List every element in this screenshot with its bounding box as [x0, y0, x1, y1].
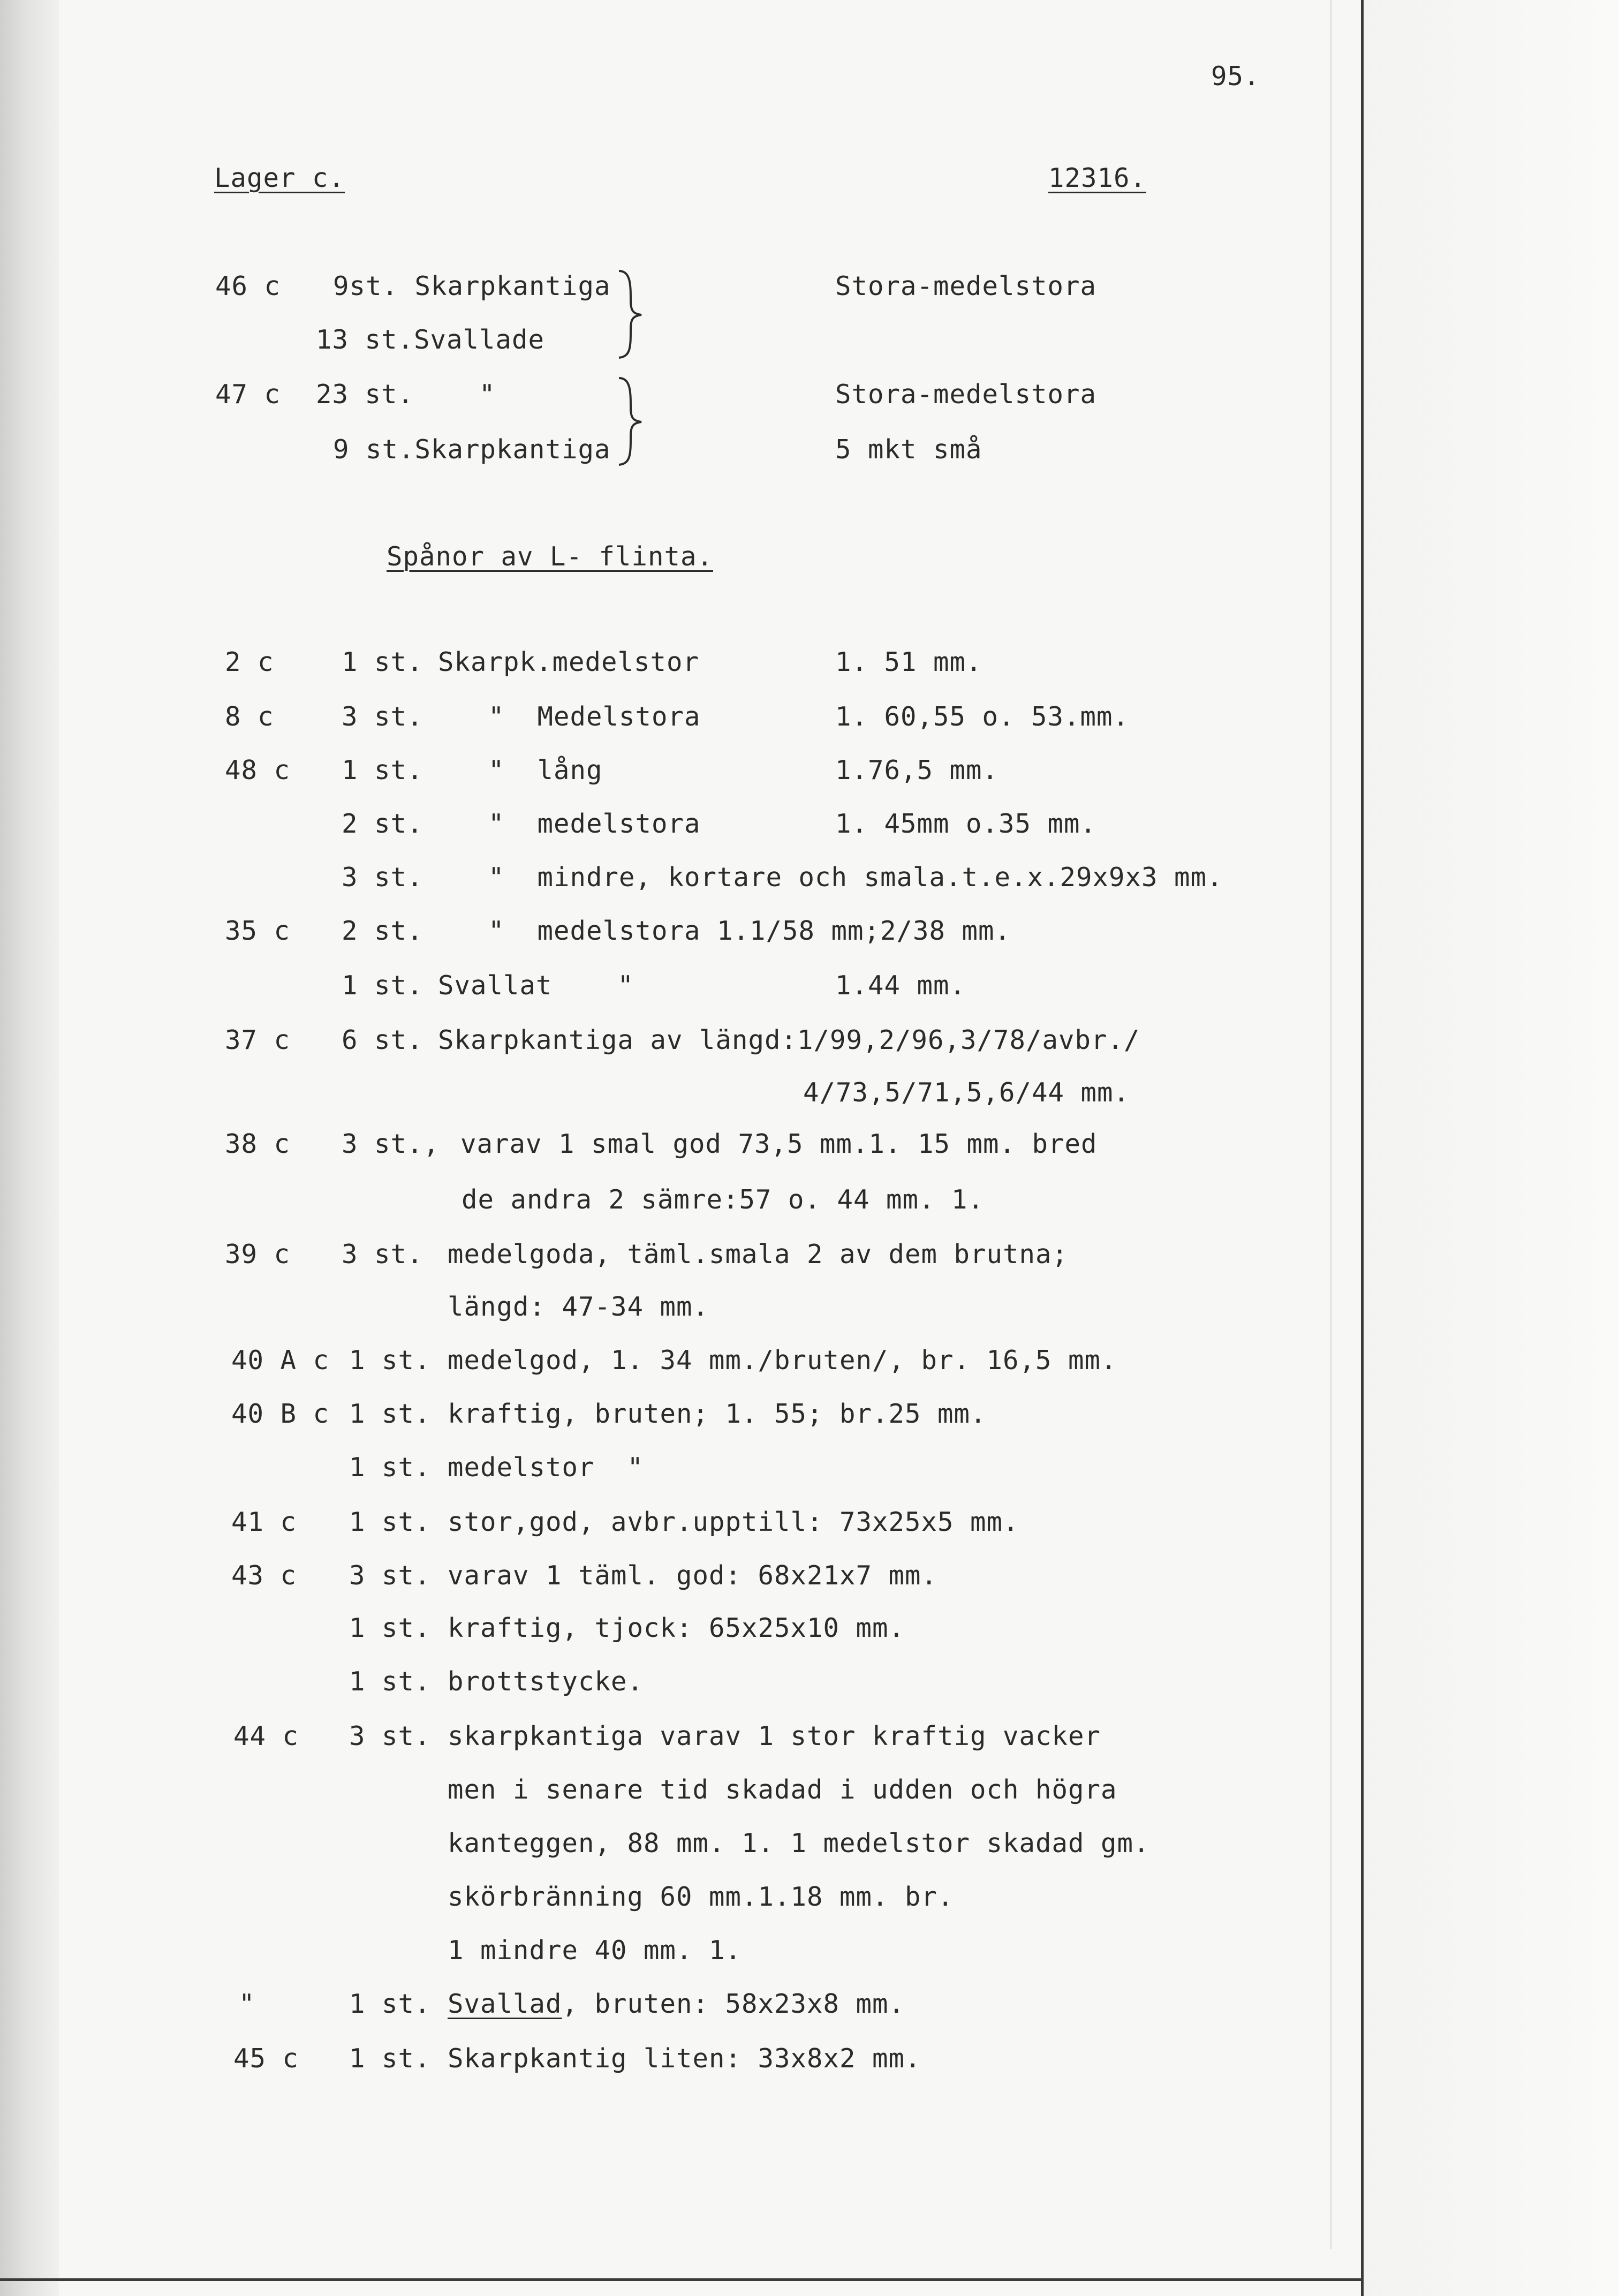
entry-text: medelgoda, täml.smala 2 av dem brutna;	[448, 1239, 1069, 1270]
entry-measure: 1. 51 mm.	[835, 647, 982, 677]
entry-count: 1 st.	[349, 1666, 431, 1697]
entry-text: skörbränning 60 mm.1.18 mm. br.	[448, 1882, 954, 1912]
entry-text: varav 1 täml. god: 68x21x7 mm.	[448, 1560, 938, 1591]
entry-text: " medelstora 1.1/58 mm;2/38 mm.	[488, 916, 1011, 946]
entry-count: 1 st.	[342, 970, 423, 1001]
entry-text: Skarpk.medelstor	[438, 647, 700, 677]
entry-text: 23 st. "	[316, 379, 496, 410]
scan-margin-right	[1364, 0, 1619, 2296]
entry-text-rest: , bruten: 58x23x8 mm.	[562, 1989, 905, 2019]
entry-number: 35 c	[225, 916, 291, 946]
entry-count: 2 st.	[342, 916, 423, 946]
page-edge-bottom	[0, 2278, 1363, 2281]
entry-text: " Medelstora	[488, 701, 701, 732]
size-note: 5 mkt små	[835, 434, 982, 465]
entry-text: Skarpkantiga av längd:1/99,2/96,3/78/avbr./	[438, 1025, 1140, 1055]
entry-count: 1 st.	[349, 1452, 431, 1483]
entry-text: varav 1 smal god 73,5 mm.1. 15 mm. bred	[460, 1129, 1098, 1159]
entry-text: skarpkantiga varav 1 stor kraftig vacker	[448, 1721, 1101, 1751]
entry-text: 1 mindre 40 mm. 1.	[448, 1935, 742, 1966]
entry-text: kraftig, tjock: 65x25x10 mm.	[448, 1613, 905, 1643]
entry-text: Svallat "	[438, 970, 634, 1001]
page-number: 95.	[1211, 61, 1260, 92]
entry-measure: 1.44 mm.	[835, 970, 966, 1001]
entry-text: medelgod, 1. 34 mm./bruten/, br. 16,5 mm.	[448, 1345, 1117, 1376]
entry-number: 47 c	[215, 379, 281, 410]
catalog-number: 12316.	[1048, 163, 1147, 193]
size-note: Stora-medelstora	[835, 379, 1097, 410]
entry-text: längd: 47-34 mm.	[448, 1292, 709, 1322]
entry-text: 4/73,5/71,5,6/44 mm.	[803, 1077, 1130, 1108]
entry-number: 45 c	[233, 2043, 299, 2074]
entry-text: 9 st.Skarpkantiga	[333, 434, 611, 465]
entry-number: 40 B c	[231, 1399, 330, 1429]
entry-count: 1 st.	[349, 1345, 431, 1376]
entry-text: kraftig, bruten; 1. 55; br.25 mm.	[448, 1399, 987, 1429]
entry-count: 1 st.	[342, 647, 423, 677]
underlined-word: Svallad	[448, 1989, 562, 2019]
entry-number: 46 c	[215, 271, 281, 301]
entry-count: 3 st.,	[342, 1129, 440, 1159]
entry-measure: 1. 60,55 o. 53.mm.	[835, 701, 1130, 732]
entry-text: " mindre, kortare och smala.t.e.x.29x9x3 mm.	[488, 862, 1223, 893]
scan-shadow-left	[0, 0, 59, 2296]
entry-number: 44 c	[233, 1721, 299, 1751]
curly-brace-icon	[615, 269, 647, 360]
entry-count: 1 st.	[349, 1989, 431, 2019]
entry-count: 3 st.	[342, 701, 423, 732]
entry-count: 1 st.	[349, 1613, 431, 1643]
entry-number: 48 c	[225, 755, 291, 786]
entry-text: Skarpkantig liten: 33x8x2 mm.	[448, 2043, 921, 2074]
entry-text: " medelstora	[488, 809, 701, 839]
entry-count: 3 st.	[349, 1721, 431, 1751]
entry-count: 1 st.	[349, 1507, 431, 1537]
entry-text: medelstor "	[448, 1452, 644, 1483]
entry-count: 2 st.	[342, 809, 423, 839]
entry-number: 37 c	[225, 1025, 291, 1055]
entry-number: 8 c	[225, 701, 274, 732]
entry-text: brottstycke.	[448, 1666, 644, 1697]
entry-text: 9st. Skarpkantiga	[333, 271, 611, 301]
entry-count: 3 st.	[349, 1560, 431, 1591]
scan-fold-line	[1330, 0, 1331, 2249]
entry-measure: 1. 45mm o.35 mm.	[835, 809, 1097, 839]
entry-count: 1 st.	[342, 755, 423, 786]
entry-text: " lång	[488, 755, 603, 786]
entry-text: de andra 2 sämre:57 o. 44 mm. 1.	[462, 1184, 985, 1215]
entry-text: stor,god, avbr.upptill: 73x25x5 mm.	[448, 1507, 1019, 1537]
entry-text: 13 st.Svallade	[316, 324, 545, 355]
entry-count: 1 st.	[349, 1399, 431, 1429]
entry-number: 41 c	[231, 1507, 297, 1537]
entry-count: 6 st.	[342, 1025, 423, 1055]
entry-number: 40 A c	[231, 1345, 330, 1376]
entry-number: 43 c	[231, 1560, 297, 1591]
entry-number: 2 c	[225, 647, 274, 677]
entry-count: 3 st.	[342, 1239, 423, 1270]
entry-text	[448, 1991, 905, 2017]
entry-text: kanteggen, 88 mm. 1. 1 medelstor skadad gm.	[448, 1828, 1150, 1859]
layer-title: Lager c.	[214, 163, 345, 193]
entry-number: "	[239, 1989, 255, 2019]
entry-number: 38 c	[225, 1129, 291, 1159]
entry-count: 3 st.	[342, 862, 423, 893]
size-note: Stora-medelstora	[835, 271, 1097, 301]
entry-text: men i senare tid skadad i udden och högra	[448, 1774, 1117, 1805]
entry-count: 1 st.	[349, 2043, 431, 2074]
entry-measure: 1.76,5 mm.	[835, 755, 999, 786]
entry-number: 39 c	[225, 1239, 291, 1270]
curly-brace-icon	[615, 376, 647, 467]
section-title: Spånor av L- flinta.	[387, 541, 714, 572]
